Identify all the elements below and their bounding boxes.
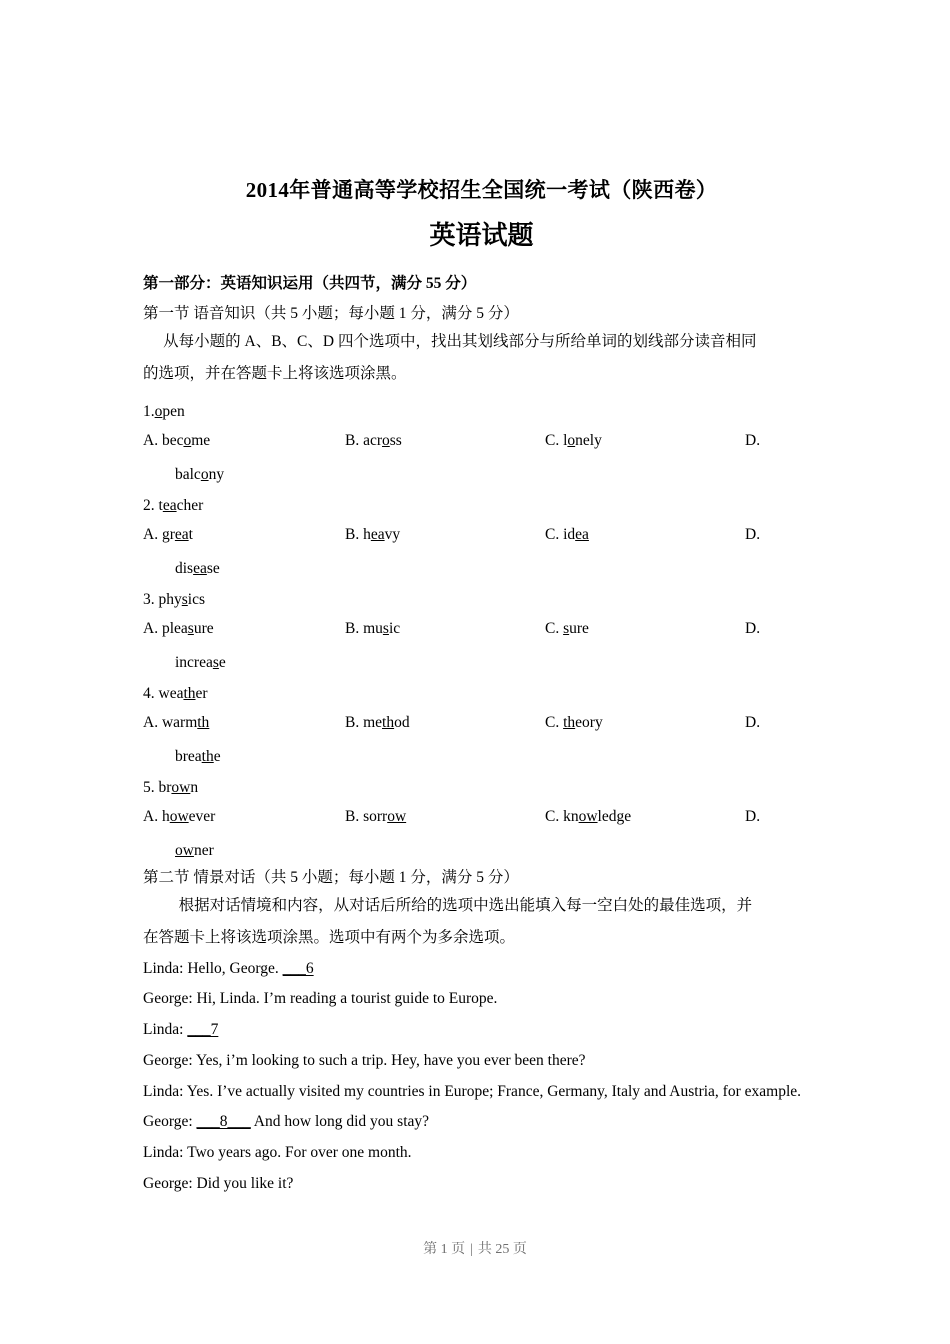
option-word-post: od [394, 714, 410, 732]
footer-separator: | [470, 1242, 473, 1257]
option-word-underlined-part: o [567, 431, 576, 449]
dialogue-answer-blank[interactable]: ___6 [282, 959, 314, 977]
option-d-wrapped-word[interactable] [143, 654, 820, 671]
question-stem-word-post: cher [176, 496, 204, 514]
option-b[interactable] [345, 808, 406, 826]
option-label: B. [345, 619, 364, 637]
option-word-pre: plea [161, 619, 188, 637]
option-a[interactable] [143, 620, 214, 638]
dialogue-text: Hello, George. [187, 959, 283, 977]
option-word-pre: kn [563, 808, 579, 826]
option-label: D. [745, 808, 761, 826]
dialogue-line [143, 1107, 820, 1137]
option-word-underlined-part: s [212, 653, 219, 671]
option-b[interactable] [345, 714, 410, 732]
dialogue-text: Yes. I’ve actually visited my countries in Europe; France, Germany, Italy and Austria, for example. [186, 1082, 801, 1100]
option-word-pre: gr [161, 525, 175, 543]
option-a[interactable] [143, 714, 209, 732]
dialogue-speaker: George: [143, 1174, 197, 1192]
question-stem-word-underlined-part: o [154, 402, 163, 420]
section-two-heading: 第二节 情景对话（共 5 小题；每小题 1 分，满分 5 分） [143, 869, 519, 887]
dialogue-line [143, 1015, 820, 1045]
option-word-underlined-part: s [187, 619, 194, 637]
question-stem-word-underlined-part: th [183, 685, 196, 702]
option-a[interactable] [143, 432, 210, 450]
page-subtitle: 英语试题 [429, 221, 534, 251]
dialogue-line [143, 1077, 820, 1107]
option-word-underlined-part: th [382, 714, 395, 732]
dialogue-list [143, 954, 820, 1199]
phonetics-question-stem [143, 685, 820, 702]
dialogue-speaker: George: [143, 990, 197, 1008]
option-d[interactable] [745, 526, 760, 544]
dialogue-speaker: Linda: [143, 1021, 188, 1039]
option-label: D. [745, 714, 761, 732]
option-word-post: se [206, 559, 220, 577]
option-word-underlined-part: o [183, 431, 192, 449]
option-word-pre: id [563, 525, 576, 543]
dialogue-text-after-blank: And how long did you stay? [250, 1113, 430, 1131]
question-number: 5. [143, 779, 159, 797]
page-footer [0, 1238, 950, 1258]
question-stem-word-pre: br [158, 779, 172, 797]
option-label: A. [143, 714, 162, 732]
phonetics-option-row [143, 808, 820, 830]
option-word-post: eory [575, 714, 603, 732]
question-stem-word-post: pen [162, 402, 185, 420]
option-word-underlined-part: th [201, 748, 214, 766]
dialogue-line [143, 1046, 820, 1076]
question-number: 1. [143, 402, 155, 420]
section-one-heading: 第一节 语音知识（共 5 小题；每小题 1 分，满分 5 分） [143, 305, 519, 323]
phonetics-option-row [143, 526, 820, 548]
dialogue-text: Hi, Linda. I’m reading a tourist guide to Europe. [196, 990, 498, 1008]
option-word-pre: mu [363, 619, 383, 637]
option-word-pre: increa [175, 653, 213, 671]
dialogue-text: Yes, i’m looking to such a trip. Hey, have you ever been there? [195, 1051, 586, 1069]
option-word-post: ure [569, 619, 589, 637]
question-stem-word-underlined-part: ea [162, 496, 177, 514]
option-word-pre: acr [363, 431, 383, 449]
option-label: B. [345, 714, 364, 732]
option-word-pre: h [161, 808, 170, 826]
dialogue-speaker: Linda: [143, 1082, 187, 1100]
option-word-underlined-part: ow [175, 842, 194, 860]
option-label: C. [545, 714, 564, 732]
option-c[interactable] [545, 714, 603, 732]
option-label: C. [545, 525, 564, 543]
phonetics-question-list [143, 403, 820, 859]
option-word-pre: balc [175, 465, 201, 483]
option-word-underlined-part: ow [578, 808, 598, 826]
option-b[interactable] [345, 620, 400, 638]
option-label: C. [545, 431, 564, 449]
option-d-wrapped-word[interactable] [143, 560, 820, 577]
section-two-instruction-line2: 在答题卡上将该选项涂黑。选项中有两个为多余选项。 [143, 928, 516, 946]
option-word-pre: h [363, 525, 371, 543]
option-word-underlined-part: ea [174, 525, 189, 543]
option-word-post: e [218, 653, 226, 671]
option-word-pre: dis [175, 559, 194, 577]
option-b[interactable] [345, 432, 402, 450]
section-two-instruction-line1: 根据对话情境和内容，从对话后所给的选项中选出能填入每一空白处的最佳选项，并 [178, 897, 753, 915]
option-label: C. [545, 619, 564, 637]
phonetics-question-stem [143, 497, 820, 514]
option-label: C. [545, 808, 564, 826]
dialogue-speaker: George: [143, 1051, 196, 1069]
dialogue-speaker: Linda: [143, 959, 188, 977]
option-word-underlined-part: ea [193, 559, 207, 577]
option-c[interactable] [545, 526, 589, 544]
dialogue-line [143, 954, 820, 984]
option-word-underlined-part: s [382, 619, 389, 637]
option-d[interactable] [745, 620, 760, 638]
option-word-underlined-part: th [197, 714, 210, 732]
question-stem-word-pre: phy [158, 590, 182, 608]
option-a[interactable] [143, 526, 193, 544]
dialogue-text: Two years ago. For over one month. [187, 1144, 412, 1162]
page-title: 2014年普通高等学校招生全国统一考试（陕西卷） [245, 178, 718, 202]
section-one-instruction-line1: 从每小题的 A、B、C、D 四个选项中，找出其划线部分与所给单词的划线部分读音相同 [163, 333, 757, 351]
question-number: 3. [143, 590, 159, 608]
option-word-post: e [213, 748, 221, 766]
option-word-post: ever [188, 808, 216, 826]
option-d[interactable] [745, 714, 760, 732]
option-c[interactable] [545, 808, 631, 826]
phonetics-question-stem [143, 403, 820, 420]
question-number: 4. [143, 685, 159, 702]
option-word-post: t [188, 525, 193, 543]
option-d-wrapped-word[interactable] [143, 842, 820, 859]
option-word-post: me [191, 431, 211, 449]
option-label: B. [345, 431, 364, 449]
option-b[interactable] [345, 526, 400, 544]
option-word-underlined-part: ea [370, 525, 385, 543]
option-word-pre: l [563, 431, 568, 449]
option-word-pre: me [363, 714, 383, 732]
option-label: A. [143, 431, 162, 449]
question-number: 2. [143, 496, 159, 514]
option-word-post: ss [389, 431, 402, 449]
phonetics-option-row [143, 620, 820, 642]
option-label: A. [143, 525, 162, 543]
question-stem-word-underlined-part: s [181, 590, 188, 608]
option-word-pre: bec [161, 431, 184, 449]
option-word-post: ledge [597, 808, 632, 826]
option-d[interactable] [745, 808, 760, 826]
question-stem-word-pre: wea [158, 685, 184, 702]
question-stem-word-post: n [190, 779, 199, 797]
footer-current-page: 第 1 页 [423, 1242, 466, 1257]
option-word-underlined-part: th [563, 714, 576, 732]
option-word-post: nely [575, 431, 602, 449]
option-d[interactable] [745, 432, 760, 450]
option-d-wrapped-word[interactable] [143, 466, 820, 483]
option-label: A. [143, 619, 162, 637]
dialogue-line [143, 984, 820, 1014]
option-label: D. [745, 525, 761, 543]
phonetics-question-stem [143, 591, 820, 608]
dialogue-line [143, 1169, 820, 1199]
option-word-post: vy [384, 525, 401, 543]
option-word-pre: warm [161, 714, 198, 732]
option-word-underlined-part: ow [387, 808, 407, 826]
dialogue-answer-blank[interactable]: ___8___ [196, 1113, 251, 1131]
option-word-underlined-part: s [563, 619, 570, 637]
option-label: A. [143, 808, 162, 826]
question-stem-word-underlined-part: ow [171, 779, 191, 797]
dialogue-answer-blank[interactable]: ___7 [187, 1021, 219, 1039]
option-word-post: ic [388, 619, 401, 637]
section-one-instruction-line2: 的选项，并在答题卡上将该选项涂黑。 [143, 364, 407, 382]
dialogue-text: Did you like it? [196, 1174, 294, 1192]
phonetics-question-stem [143, 779, 820, 796]
phonetics-option-row [143, 714, 820, 736]
part-one-heading: 第一部分：英语知识运用（共四节，满分 55 分） [143, 275, 477, 293]
dialogue-speaker: George: [143, 1113, 197, 1131]
option-word-underlined-part: o [382, 431, 390, 449]
phonetics-option-row [143, 432, 820, 454]
option-word-pre: sorr [363, 808, 388, 826]
question-stem-word-post: er [195, 685, 208, 702]
option-label: B. [345, 808, 364, 826]
option-word-underlined-part: ea [575, 525, 589, 543]
option-word-post: ner [193, 842, 214, 860]
dialogue-speaker: Linda: [143, 1144, 188, 1162]
dialogue-line [143, 1138, 820, 1168]
option-c[interactable] [545, 620, 589, 638]
question-stem-word-pre: t [158, 496, 163, 514]
option-a[interactable] [143, 808, 215, 826]
option-d-wrapped-word[interactable] [143, 748, 820, 765]
option-word-underlined-part: o [200, 465, 209, 483]
option-c[interactable] [545, 432, 602, 450]
option-word-post: ny [208, 465, 225, 483]
option-label: D. [745, 431, 761, 449]
footer-total-pages: 共 25 页 [477, 1242, 527, 1257]
option-word-pre: brea [175, 748, 202, 766]
option-label: B. [345, 525, 364, 543]
question-stem-word-post: ics [187, 590, 206, 608]
option-word-post: ure [193, 619, 214, 637]
option-label: D. [745, 619, 761, 637]
option-word-underlined-part: ow [169, 808, 189, 826]
